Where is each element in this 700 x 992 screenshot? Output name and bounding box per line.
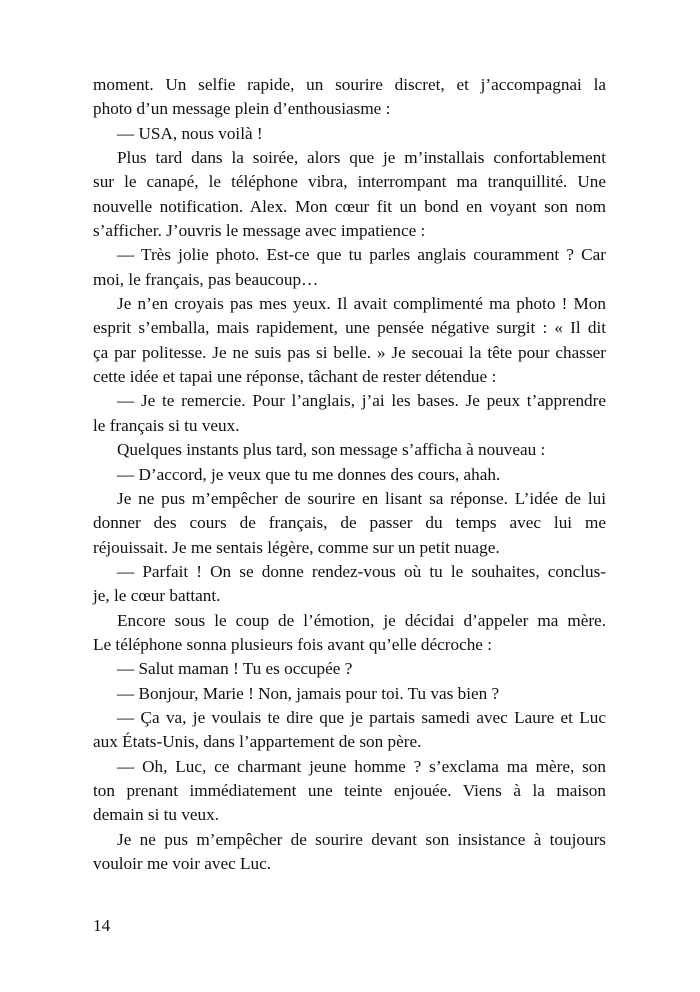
text-line: le français si tu veux.: [93, 415, 240, 435]
text-line: esprit s’emballa, mais rapidement, une pensée négative surgit : « Il dit: [93, 318, 606, 338]
text-line: — Ça va, je voulais te dire que je partais samedi avec Laure et Luc: [117, 707, 606, 727]
text-line: réjouissait. Je me sentais légère, comme sur un petit nuage.: [93, 537, 500, 557]
text-line: s’afficher. J’ouvris le message avec impatience :: [93, 221, 426, 241]
text-line: — Je te remercie. Pour l’anglais, j’ai les bases. Je peux t’apprendre: [117, 391, 606, 411]
text-line: cette idée et tapai une réponse, tâchant de rester détendue :: [93, 367, 497, 387]
text-line: je, le cœur battant.: [93, 586, 221, 606]
text-line: Le téléphone sonna plusieurs fois avant qu’elle décroche :: [93, 634, 492, 654]
text-line: Je n’en croyais pas mes yeux. Il avait complimenté ma photo ! Mon: [117, 294, 606, 314]
text-line: aux États-Unis, dans l’appartement de son père.: [93, 732, 422, 752]
text-line: vouloir me voir avec Luc.: [93, 854, 272, 873]
page-number: 14: [93, 916, 111, 935]
body-text: [93, 73, 606, 876]
text-line: Plus tard dans la soirée, alors que je m’installais confortablement: [117, 148, 606, 168]
text-line: — Très jolie photo. Est-ce que tu parles anglais couramment ? Car: [117, 245, 606, 265]
text-line: — Salut maman ! Tu es occupée ?: [117, 659, 353, 679]
text-line: sur le canapé, le téléphone vibra, interrompant ma tranquillité. Une: [93, 172, 606, 192]
text-line: Quelques instants plus tard, son message s’afficha à nouveau :: [117, 440, 546, 460]
text-line: — Oh, Luc, ce charmant jeune homme ? s’exclama ma mère, son: [117, 756, 606, 776]
text-line: demain si tu veux.: [93, 805, 220, 825]
text-line: Je ne pus m’empêcher de sourire en lisant sa réponse. L’idée de lui: [117, 488, 606, 508]
text-line: photo d’un message plein d’enthousiasme :: [93, 99, 391, 119]
text-line: moment. Un selfie rapide, un sourire discret, et j’accompagnai la: [93, 75, 606, 94]
text-line: — D’accord, je veux que tu me donnes des cours, ahah.: [117, 464, 501, 484]
text-line: ton prenant immédiatement une teinte enjouée. Viens à la maison: [93, 780, 606, 800]
text-line: Encore sous le coup de l’émotion, je décidai d’appeler ma mère.: [117, 610, 606, 630]
text-line: Je ne pus m’empêcher de sourire devant son insistance à toujours: [117, 829, 606, 849]
text-line: — USA, nous voilà !: [117, 123, 263, 143]
text-line: donner des cours de français, de passer du temps avec lui me: [93, 513, 606, 533]
text-line: ça par politesse. Je ne suis pas si belle. » Je secouai la tête pour chasser: [93, 342, 606, 362]
text-line: — Bonjour, Marie ! Non, jamais pour toi. Tu vas bien ?: [117, 683, 500, 703]
text-line: moi, le français, pas beaucoup…: [93, 269, 319, 289]
text-line: nouvelle notification. Alex. Mon cœur fit un bond en voyant son nom: [93, 196, 606, 216]
text-line: — Parfait ! On se donne rendez-vous où tu le souhaites, conclus-: [117, 561, 606, 581]
